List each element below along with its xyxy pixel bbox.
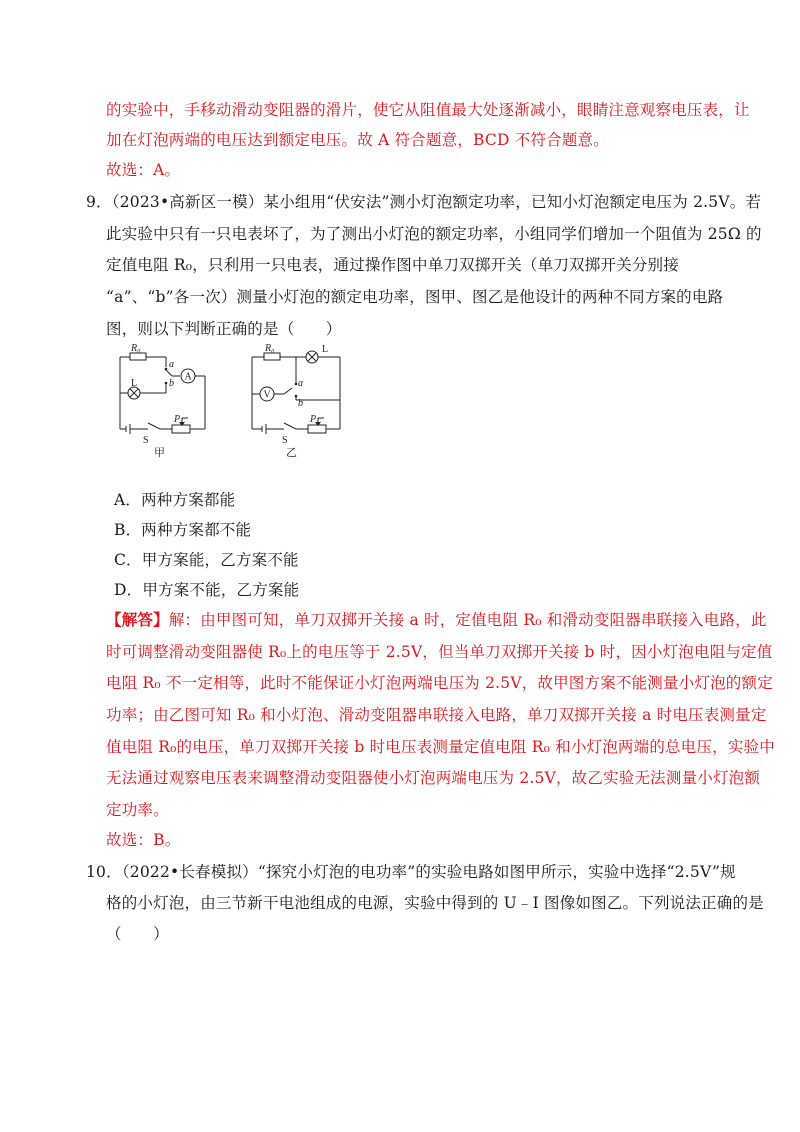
- circuit-diagram-jia: [108, 340, 220, 460]
- solution-text-line: 电阻 R₀ 不一定相等，此时不能保证小灯泡两端电压为 2.5V，故甲图方案不能测量小灯泡的额定: [106, 674, 773, 692]
- r0-label: R₀: [265, 343, 275, 354]
- solution-text-line: 无法通过观察电压表来调整滑动变阻器使小灯泡两端电压为 2.5V，故乙实验无法测量小灯泡额: [106, 769, 761, 787]
- contact-b-label: b: [169, 378, 174, 389]
- answer-line: 故选：A。: [106, 161, 181, 179]
- rheostat-symbol: [172, 425, 190, 433]
- slider-p-label: P: [174, 414, 181, 425]
- option-d: D．甲方案不能，乙方案能: [114, 581, 300, 599]
- question-10-line: 10．（2022•长春模拟）“探究小灯泡的电功率”的实验电路如图甲所示，实验中选择“2.5V”规: [86, 863, 736, 881]
- figure-caption: 甲: [154, 446, 165, 459]
- voltmeter-label: V: [263, 389, 271, 401]
- solution-text-line: 定功率。: [106, 801, 169, 819]
- option-b: B．两种方案都不能: [114, 521, 252, 539]
- resistor-r0-symbol: [264, 353, 280, 360]
- solution-tag: 【解答】: [106, 610, 169, 629]
- r0-label: R₀: [131, 343, 141, 354]
- question-10-line: （ ）: [106, 925, 169, 943]
- figure-caption: 乙: [286, 446, 297, 459]
- question-10-line: 格的小灯泡，由三节新干电池组成的电源，实验中得到的 U﹣I 图像如图乙。下列说法正确的是: [106, 894, 764, 912]
- solution-text-line: 值电阻 R₀的电压，单刀双掷开关接 b 时电压表测量定值电阻 R₀ 和小灯泡两端的总电压，实验中: [106, 738, 775, 756]
- contact-a-label: a: [169, 359, 174, 370]
- question-9-line: “a”、“b”各一次）测量小灯泡的额定电功率，图甲、图乙是他设计的两种不同方案的电路: [106, 288, 724, 306]
- slider-p-label: P: [310, 414, 317, 425]
- lamp-label: L: [131, 378, 138, 389]
- rheostat-symbol: [308, 425, 326, 433]
- solution-text-line: 【解答】解：由甲图可知，单刀双掷开关接 a 时，定值电阻 R₀ 和滑动变阻器串联接入电路，此: [106, 610, 767, 629]
- option-c: C．甲方案能，乙方案不能: [114, 551, 299, 569]
- solution-text-line: 加在灯泡两端的电压达到额定电压。故 A 符合题意，BCD 不符合题意。: [106, 131, 609, 149]
- switch-s-label: S: [143, 435, 149, 446]
- solution-text-line: 时可调整滑动变阻器使 R₀上的电压等于 2.5V，但当单刀双掷开关接 b 时，因小灯泡电阻与定值: [106, 643, 773, 661]
- question-9-line: 9．（2023•高新区一模）某小组用“伏安法”测小灯泡额定功率，已知小灯泡额定电压为 2.5V。若: [86, 193, 762, 211]
- option-a: A．两种方案都能: [114, 491, 236, 509]
- contact-a-label: a: [298, 378, 303, 389]
- question-9-line: 图，则以下判断正确的是（ ）: [106, 320, 342, 338]
- answer-line: 故选：B。: [106, 831, 181, 849]
- circuit-diagram-yi: [246, 340, 358, 460]
- switch-s-label: S: [282, 435, 288, 446]
- resistor-r0-symbol: [130, 353, 146, 360]
- question-9-line: 定值电阻 R₀，只利用一只电表，通过操作图中单刀双掷开关（单刀双掷开关分别接: [106, 256, 679, 274]
- ammeter-label: A: [184, 371, 192, 383]
- question-9-line: 此实验中只有一只电表坏了，为了测出小灯泡的额定功率，小组同学们增加一个阻值为 25Ω 的: [106, 225, 762, 243]
- lamp-label: L: [322, 344, 329, 355]
- solution-text-line: 的实验中，手移动滑动变阻器的滑片，使它从阻值最大处逐渐减小，眼睛注意观察电压表，让: [106, 101, 750, 119]
- solution-text-line: 功率；由乙图可知 R₀ 和小灯泡、滑动变阻器串联接入电路，单刀双掷开关接 a 时电压表测量定: [106, 706, 767, 724]
- contact-b-label: b: [298, 398, 303, 409]
